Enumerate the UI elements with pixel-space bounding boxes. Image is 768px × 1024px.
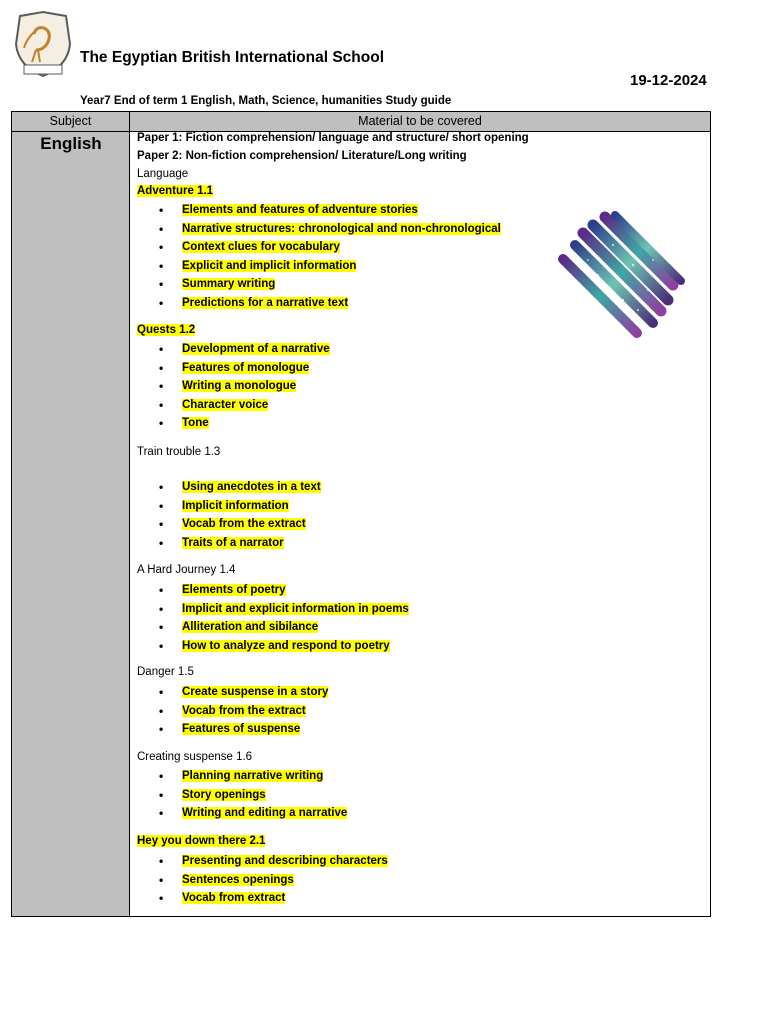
section-list — [137, 767, 347, 823]
column-header-material: Material to be covered — [358, 114, 482, 128]
list-item — [137, 377, 330, 396]
list-item-text: Summary writing — [182, 278, 276, 291]
section-list — [137, 852, 388, 908]
subject-cell — [12, 132, 130, 916]
section-title: Hey you down there 2.1 — [137, 835, 266, 847]
list-item-text: Presenting and describing characters — [182, 855, 388, 867]
table-header-row — [12, 112, 710, 132]
list-item-text: Vocab from extract — [182, 892, 286, 905]
list-item-text: Elements and features of adventure stories — [182, 204, 418, 216]
list-item-text: Explicit and implicit information — [182, 259, 357, 272]
list-item-text: Implicit information — [182, 499, 289, 512]
section-list — [137, 683, 328, 739]
school-logo-icon — [14, 10, 72, 80]
section-list — [137, 478, 321, 552]
list-item-text: Using anecdotes in a text — [182, 481, 321, 493]
list-item-text: Alliteration and sibilance — [182, 621, 319, 634]
list-item — [137, 238, 501, 257]
language-label: Language — [137, 168, 189, 180]
list-item — [137, 478, 321, 497]
list-item — [137, 534, 321, 553]
list-item-text: Narrative structures: chronological and non-chronological — [182, 222, 501, 235]
section-title: A Hard Journey 1.4 — [137, 564, 236, 576]
list-item — [137, 720, 328, 739]
list-item — [137, 786, 347, 805]
list-item-text: Elements of poetry — [182, 584, 286, 596]
list-item-text: Vocab from the extract — [182, 518, 306, 531]
list-item-text: Planning narrative writing — [182, 770, 324, 782]
list-item — [137, 497, 321, 516]
section-title: Quests 1.2 — [137, 324, 196, 336]
list-item-text: Sentences openings — [182, 873, 294, 886]
list-item-text: Implicit and explicit information in poems — [182, 602, 409, 615]
list-item — [137, 637, 409, 656]
list-item — [137, 581, 409, 600]
list-item-text: Predictions for a narrative text — [182, 296, 349, 309]
list-item-text: Traits of a narrator — [182, 536, 284, 549]
list-item-text: Character voice — [182, 398, 269, 411]
column-header-subject: Subject — [12, 112, 130, 131]
paper-1-line: Paper 1: Fiction comprehension/ language and structure/ short opening — [137, 132, 529, 144]
list-item-text: Features of suspense — [182, 723, 301, 736]
list-item-text: Writing and editing a narrative — [182, 807, 348, 820]
list-item-text: Writing a monologue — [182, 380, 297, 393]
list-item — [137, 804, 347, 823]
list-item — [137, 683, 328, 702]
list-item-text: How to analyze and respond to poetry — [182, 639, 390, 652]
list-item — [137, 515, 321, 534]
list-item-text: Vocab from the extract — [182, 704, 306, 717]
list-item — [137, 889, 388, 908]
section-list — [137, 340, 330, 433]
list-item — [137, 220, 501, 239]
list-item-text: Features of monologue — [182, 361, 310, 374]
section-title: Train trouble 1.3 — [137, 446, 221, 458]
list-item — [137, 294, 501, 313]
document-date: 19-12-2024 — [630, 72, 707, 89]
list-item — [137, 201, 501, 220]
guide-title: Year7 End of term 1 English, Math, Science, humanities Study guide — [80, 95, 452, 107]
list-item — [137, 618, 409, 637]
section-title: Creating suspense 1.6 — [137, 751, 253, 763]
list-item-text: Create suspense in a story — [182, 686, 329, 698]
list-item — [137, 396, 330, 415]
list-item — [137, 359, 330, 378]
list-item — [137, 257, 501, 276]
list-item-text: Story openings — [182, 788, 266, 801]
section-list — [137, 201, 501, 313]
list-item — [137, 414, 330, 433]
galaxy-decoration-icon — [553, 205, 693, 345]
subject-name: English — [40, 134, 102, 153]
list-item-text: Context clues for vocabulary — [182, 241, 340, 254]
list-item — [137, 767, 347, 786]
paper-2-line: Paper 2: Non-fiction comprehension/ Literature/Long writing — [137, 150, 467, 162]
section-list — [137, 581, 409, 655]
list-item — [137, 871, 388, 890]
list-item-text: Development of a narrative — [182, 343, 330, 355]
section-title: Danger 1.5 — [137, 666, 194, 678]
list-item-text: Tone — [182, 417, 209, 430]
list-item — [137, 702, 328, 721]
list-item — [137, 852, 388, 871]
list-item — [137, 340, 330, 359]
list-item — [137, 600, 409, 619]
section-title: Adventure 1.1 — [137, 185, 214, 197]
list-item — [137, 275, 501, 294]
school-name: The Egyptian British International School — [80, 49, 384, 66]
